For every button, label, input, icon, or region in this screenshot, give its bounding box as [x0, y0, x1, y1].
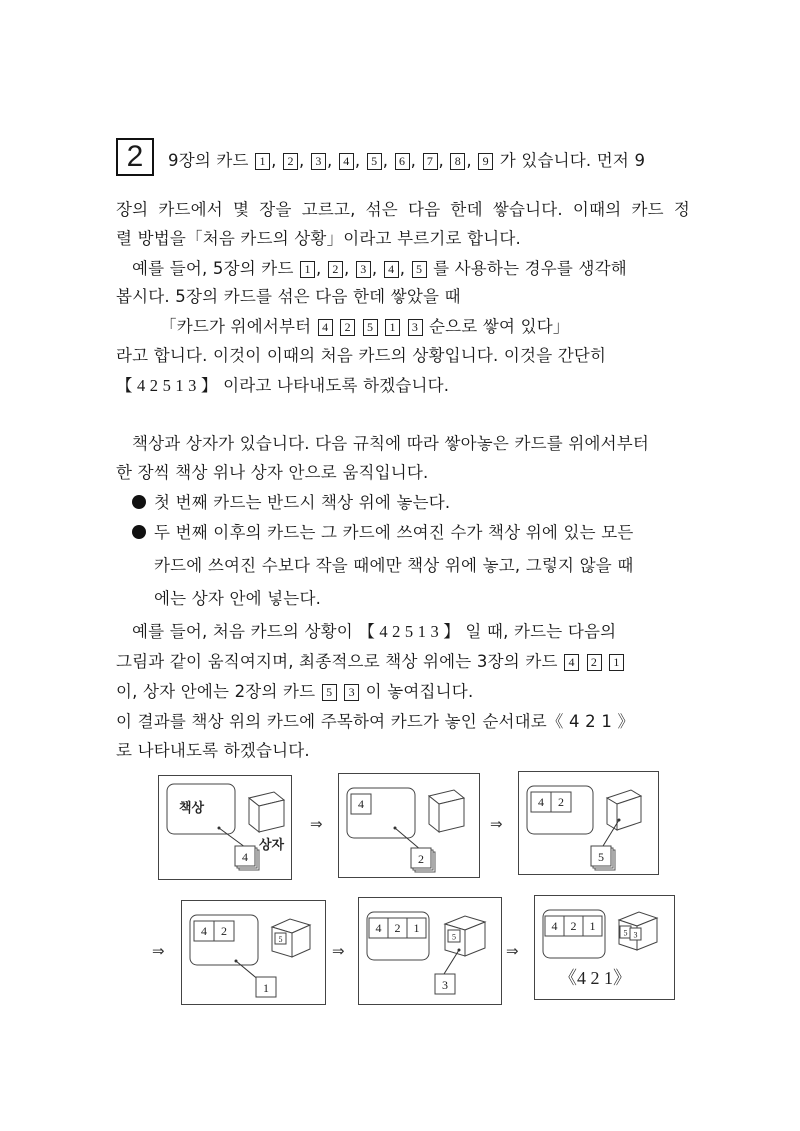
panel-6-drawing: [535, 896, 674, 999]
card: 1: [385, 319, 400, 336]
card: 3: [311, 153, 326, 170]
desk-label: 책상: [179, 800, 205, 815]
bullet-icon: [132, 495, 146, 509]
card: 3: [356, 261, 371, 278]
arrow-icon: ⇒: [152, 942, 165, 960]
text: 가 있습니다. 먼저 9: [499, 151, 646, 170]
text: 를 사용하는 경우를 생각해: [433, 259, 627, 278]
card: 4: [318, 319, 333, 336]
svg-text:5: 5: [623, 928, 628, 938]
rules-line-1: 책상과 상자가 있습니다. 다음 규칙에 따라 쌓아놓은 카드를 위에서부터: [132, 434, 650, 453]
arrow-icon: ⇒: [490, 815, 503, 833]
text: 이라고 나타내도록 하겠습니다.: [223, 376, 450, 395]
example-line-3: [160, 316, 570, 338]
intro-line-1: [168, 150, 645, 172]
text: 순으로 쌓여 있다」: [428, 317, 570, 336]
card-list-nine: 1 , 2 , 3 , 4 , 5 , 6 , 7 , 8 , 9: [254, 151, 500, 170]
text: 두 번째 이후의 카드는 그 카드에 쓰여진 수가 책상 위에 있는 모든: [154, 523, 634, 542]
card: 4: [564, 654, 579, 671]
svg-text:5: 5: [598, 850, 604, 864]
panel-3-drawing: [519, 772, 658, 874]
arrow-icon: ⇒: [310, 815, 323, 833]
arrow-icon: ⇒: [332, 942, 345, 960]
card: 2: [328, 261, 343, 278]
panel-step-6-result: [534, 895, 675, 1000]
text: 「카드가 위에서부터: [160, 317, 312, 336]
example-line-4: 라고 합니다. 이것이 이때의 처음 카드의 상황입니다. 이것을 간단히: [116, 346, 607, 365]
svg-text:1: 1: [263, 981, 269, 995]
rule-2-line-1: [132, 522, 634, 544]
arrow-icon: ⇒: [506, 942, 519, 960]
example-line-5: [116, 375, 449, 397]
card: 3: [408, 319, 423, 336]
card: 5: [363, 319, 378, 336]
notation: 【 4 2 5 1 3 】: [116, 376, 218, 395]
panel-2-drawing: [339, 774, 479, 877]
svg-text:4: 4: [358, 797, 364, 811]
panel-1-drawing: [159, 776, 291, 879]
text: 그림과 같이 움직여지며, 최종적으로 책상 위에는 3장의 카드: [116, 652, 558, 671]
card: 2: [587, 654, 602, 671]
svg-text:4: 4: [242, 850, 248, 864]
card: 8: [450, 153, 465, 170]
rule-2-line-3: 에는 상자 안에 넣는다.: [154, 589, 322, 608]
text: 예를 들어, 처음 카드의 상황이: [132, 622, 353, 641]
svg-text:4: 4: [201, 924, 207, 938]
result-line-1: [132, 621, 616, 643]
box-cube-icon: [429, 790, 464, 832]
card: 5: [367, 153, 382, 170]
panel-5-drawing: [359, 898, 501, 1004]
card: 9: [478, 153, 493, 170]
intro-line-2: 장의 카드에서 몇 장을 고르고, 섞은 다음 한데 쌓습니다. 이때의 카드 정: [116, 200, 690, 219]
result-notation: 《4 2 1》: [559, 968, 631, 988]
example-line-2: 봅시다. 5장의 카드를 섞은 다음 한데 쌓았을 때: [116, 287, 461, 306]
text: 예를 들어, 5장의 카드: [132, 259, 294, 278]
card: 7: [423, 153, 438, 170]
svg-text:4: 4: [551, 919, 558, 933]
result-line-2: [116, 651, 625, 673]
panel-4-drawing: [182, 901, 325, 1004]
svg-text:4: 4: [538, 795, 544, 809]
card: 1: [300, 261, 315, 278]
panel-step-1: [158, 775, 292, 880]
example-line-1: 예를 들어, 5장의 카드 1 , 2 , 3 , 4 , 5 를 사용하는 경우를 생각해: [132, 259, 627, 278]
rule-2-line-2: 카드에 쓰여진 수보다 작을 때에만 책상 위에 놓고, 그렇지 않을 때: [154, 556, 634, 575]
card: 4: [384, 261, 399, 278]
svg-text:3: 3: [633, 930, 638, 940]
svg-text:1: 1: [589, 919, 596, 933]
panel-step-3: [518, 771, 659, 875]
notation: 【 4 2 5 1 3 】: [358, 622, 460, 641]
text: 이 놓여집니다.: [365, 682, 474, 701]
panel-step-2: [338, 773, 480, 878]
text: 일 때, 카드는 다음의: [465, 622, 617, 641]
svg-text:1: 1: [413, 921, 420, 935]
result-line-5: 로 나타내도록 하겠습니다.: [116, 741, 310, 760]
text: 이, 상자 안에는 2장의 카드: [116, 682, 316, 701]
card: 5: [412, 261, 427, 278]
rules-line-2: 한 장씩 책상 위나 상자 안으로 움직입니다.: [116, 463, 429, 482]
card: 2: [340, 319, 355, 336]
card: 2: [283, 153, 298, 170]
card: 3: [344, 684, 359, 701]
svg-text:2: 2: [221, 924, 227, 938]
card: 5: [322, 684, 337, 701]
svg-text:4: 4: [375, 921, 382, 935]
box-cube-icon: [607, 790, 641, 830]
result-line-3: [116, 681, 473, 703]
svg-text:5: 5: [278, 935, 283, 944]
box-cube-icon: [249, 792, 284, 832]
bullet-icon: [132, 525, 146, 539]
card: 1: [255, 153, 270, 170]
intro-line-3: 렬 방법을「처음 카드의 상황」이라고 부르기로 합니다.: [116, 229, 521, 248]
card: 1: [609, 654, 624, 671]
question-number: 2: [116, 138, 154, 176]
svg-text:2: 2: [394, 921, 401, 935]
svg-text:5: 5: [452, 932, 456, 942]
text: 첫 번째 카드는 반드시 책상 위에 놓는다.: [154, 493, 451, 512]
card: 4: [339, 153, 354, 170]
text: 9장의 카드: [168, 151, 249, 170]
card: 6: [395, 153, 410, 170]
rule-1: [132, 492, 450, 514]
svg-text:2: 2: [570, 919, 577, 933]
result-line-4: 이 결과를 책상 위의 카드에 주목하여 카드가 놓인 순서대로《 4 2 1 》: [116, 712, 635, 731]
box-label: 상자: [259, 837, 285, 852]
svg-text:2: 2: [558, 795, 564, 809]
svg-text:2: 2: [418, 852, 424, 866]
panel-step-4: [181, 900, 326, 1005]
svg-text:3: 3: [442, 978, 448, 992]
panel-step-5: [358, 897, 502, 1005]
